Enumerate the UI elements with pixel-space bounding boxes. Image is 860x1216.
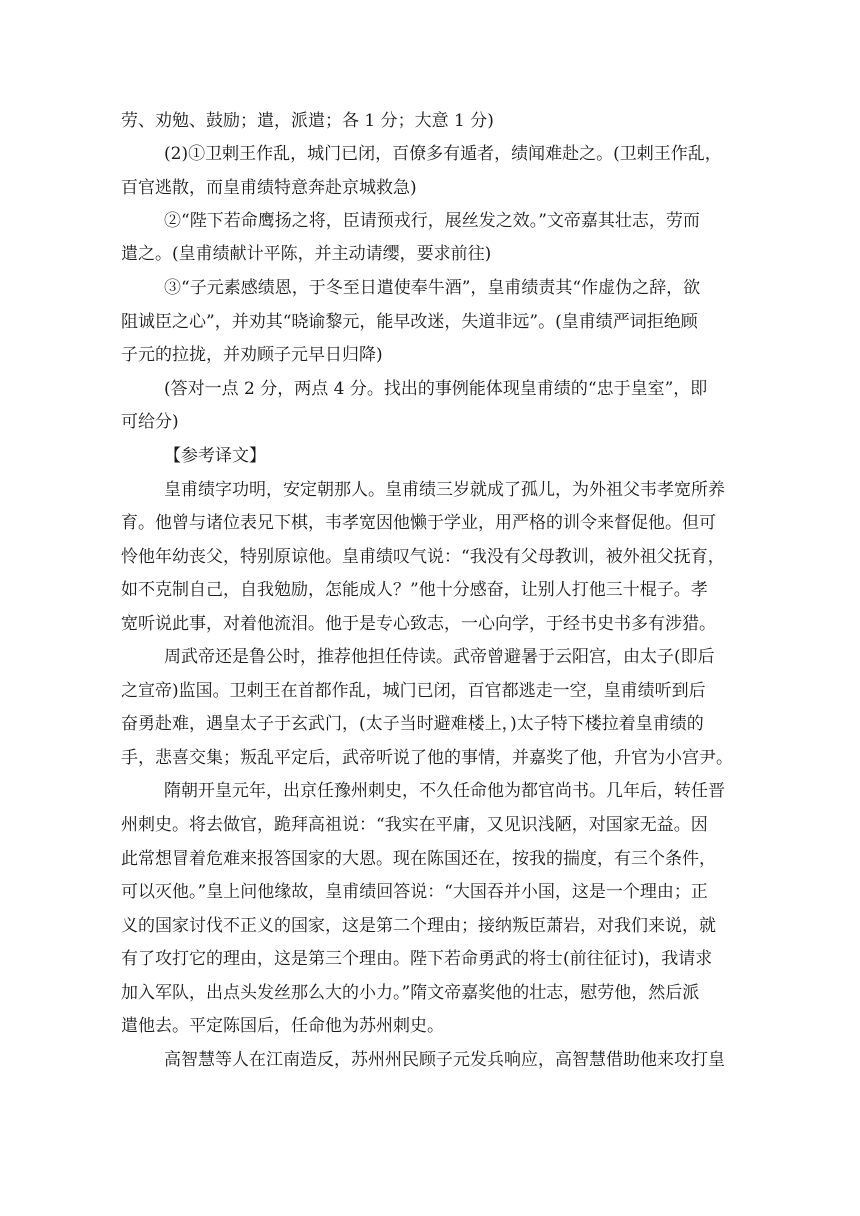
text-line <box>0 606 860 642</box>
text-line-content: ②“陛下若命鹰扬之将，臣请预戎行，展丝发之效。”文帝嘉其壮志，劳而 <box>164 211 700 231</box>
text-line <box>0 438 860 474</box>
text-line <box>0 170 860 206</box>
text-line <box>0 740 860 776</box>
text-line-content: 加入军队，出点头发丝那么大的小力。”隋文帝嘉奖他的壮志，慰劳他，然后派 <box>121 983 700 1003</box>
text-line <box>0 236 860 272</box>
text-line-content: 可以灭他。”皇上问他缘故，皇甫绩回答说：“大国吞并小国，这是一个理由；正 <box>121 882 708 902</box>
text-line <box>0 1008 860 1044</box>
text-line-content: 之宣帝)监国。卫剌王在首都作乱，城门已闭，百官都逃走一空，皇甫绩听到后 <box>121 681 706 701</box>
text-line <box>0 505 860 541</box>
text-line <box>0 103 860 139</box>
text-line-content: 奋勇赴难，遇皇太子于玄武门，(太子当时避难楼上，)太子特下楼拉着皇甫绩的 <box>121 714 704 734</box>
text-line-content: 有了攻打它的理由，这是第三个理由。陛下若命勇武的将士(前往征讨)，我请求 <box>121 949 713 969</box>
text-line-content: 周武帝还是鲁公时，推荐他担任侍读。武帝曾避暑于云阳宫，由太子(即后 <box>164 647 715 667</box>
text-line-content: 遣他去。平定陈国后，任命他为苏州刺史。 <box>121 1016 444 1036</box>
text-line-content: (答对一点 2 分，两点 4 分。找出的事例能体现皇甫绩的“忠于皇室”，即 <box>164 379 708 399</box>
text-line <box>0 1042 860 1078</box>
text-line-content: 阻诚臣之心”，并劝其“晓谕黎元，能早改迷，失道非远”。(皇甫绩严词拒绝顾 <box>121 312 698 332</box>
text-line <box>0 337 860 373</box>
text-line-content: 手，悲喜交集；叛乱平定后，武帝听说了他的事情，并嘉奖了他，升官为小宫尹。 <box>121 748 733 768</box>
text-line <box>0 539 860 575</box>
text-line <box>0 773 860 809</box>
text-line-content: 皇甫绩字功明，安定朝那人。皇甫绩三岁就成了孤儿，为外祖父韦孝宽所养 <box>164 480 725 500</box>
text-line-content: 此常想冒着危难来报答国家的大恩。现在陈国还在，按我的揣度，有三个条件， <box>121 849 716 869</box>
text-line <box>0 371 860 407</box>
text-line <box>0 270 860 306</box>
text-line-content: 子元的拉拢，并劝顾子元早日归降) <box>121 345 383 365</box>
text-line-content: 义的国家讨伐不正义的国家，这是第二个理由；接纳叛臣萧岩，对我们来说，就 <box>121 916 716 936</box>
text-line-content: 育。他曾与诸位表兄下棋，韦孝宽因他懒于学业，用严格的训令来督促他。但可 <box>121 513 716 533</box>
text-line <box>0 404 860 440</box>
text-line <box>0 203 860 239</box>
text-line <box>0 706 860 742</box>
text-line-content: 【参考译文】 <box>164 446 266 466</box>
text-line-content: 可给分) <box>121 412 179 432</box>
text-line-content: 高智慧等人在江南造反，苏州州民顾子元发兵响应，高智慧借助他来攻打皇 <box>164 1050 725 1070</box>
text-line-content: 宽听说此事，对着他流泪。他于是专心致志，一心向学，于经书史书多有涉猎。 <box>121 614 716 634</box>
text-line <box>0 874 860 910</box>
text-line-content: 遣之。(皇甫绩献计平陈，并主动请缨，要求前往) <box>121 244 492 264</box>
text-line-content: 怜他年幼丧父，特别原谅他。皇甫绩叹气说：“我没有父母教训，被外祖父抚育， <box>121 547 725 567</box>
text-line-content: 隋朝开皇元年，出京任豫州刺史，不久任命他为都官尚书。几年后，转任晋 <box>164 781 725 801</box>
text-line <box>0 673 860 709</box>
text-line-content: (2)①卫剌王作乱，城门已闭，百僚多有遁者，绩闻难赴之。(卫剌王作乱， <box>164 144 722 164</box>
text-line <box>0 975 860 1011</box>
text-line <box>0 908 860 944</box>
text-line <box>0 136 860 172</box>
text-line <box>0 304 860 340</box>
text-line <box>0 472 860 508</box>
text-line-content: 百官逃散，而皇甫绩特意奔赴京城救急) <box>121 178 417 198</box>
text-line <box>0 639 860 675</box>
text-line-content: 劳、劝勉、鼓励；遣，派遣；各 1 分；大意 1 分) <box>121 111 494 131</box>
text-line-content: ③“子元素感绩恩，于冬至日遣使奉牛酒”，皇甫绩责其“作虚伪之辞，欲 <box>164 278 701 298</box>
text-line-content: 州刺史。将去做官，跪拜高祖说：“我实在平庸，又见识浅陋，对国家无益。因 <box>121 815 708 835</box>
text-line <box>0 572 860 608</box>
text-line-content: 如不克制自己，自我勉励，怎能成人？”他十分感奋，让别人打他三十棍子。孝 <box>121 580 708 600</box>
text-line <box>0 807 860 843</box>
text-line <box>0 941 860 977</box>
text-line <box>0 841 860 877</box>
